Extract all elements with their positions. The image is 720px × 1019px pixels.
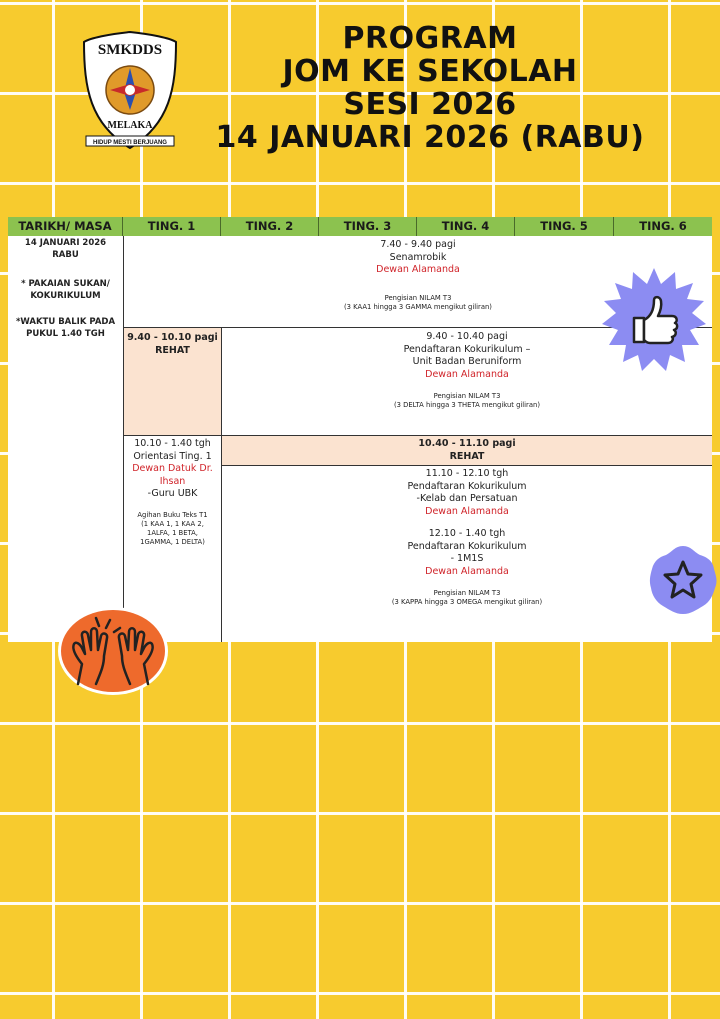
grid-line (221, 465, 712, 466)
waving-hands-icon (52, 604, 170, 696)
block3-note-2: (3 KAPPA hingga 3 OMEGA mengikut giliran) (391, 598, 543, 606)
block1-note-1: Pengisian NILAM T3 (384, 293, 452, 302)
header-ting-3: TING. 3 (319, 217, 417, 236)
block-kelab-1m1s (222, 468, 712, 607)
block1-time: 7.40 - 9.40 pagi (380, 239, 456, 250)
date-label: 14 JANUARI 2026 (24, 238, 107, 248)
title-line-3: SESI 2026 (343, 87, 517, 122)
school-logo (78, 28, 182, 152)
agihan-2: (1 KAA 1, 1 KAA 2, (141, 519, 204, 528)
orientasi-time: 10.10 - 1.40 tgh (134, 438, 211, 449)
header-ting-2: TING. 2 (221, 217, 319, 236)
block1-venue: Dewan Alamanda (376, 264, 460, 275)
block3-venue-2: Dewan Alamanda (425, 565, 509, 577)
block1-note-2: (3 KAA1 hingga 3 GAMMA mengikut giliran) (344, 302, 492, 311)
agihan-3: 1ALFA, 1 BETA, (147, 528, 198, 537)
table-header-row (8, 217, 712, 236)
agihan-4: 1GAMMA, 1 DELTA) (140, 537, 205, 546)
title-line-4: 14 JANUARI 2026 (RABU) (215, 120, 645, 155)
agihan-1: Agihan Buku Teks T1 (137, 510, 208, 519)
orientasi-venue-1: Dewan Datuk Dr. (132, 463, 213, 474)
logo-school-code: SMKDDS (97, 42, 163, 58)
note-pakaian-2: KOKURIKULUM (30, 290, 101, 301)
block2-note-2: (3 DELTA hingga 3 THETA mengikut giliran) (394, 401, 540, 409)
block3-activity-2: -Kelab dan Persatuan (416, 493, 518, 504)
ting1-rehat-time: 9.40 - 10.10 pagi (127, 332, 218, 343)
logo-motto: HIDUP MESTI BERJUANG (93, 140, 167, 146)
block1-activity: Senamrobik (389, 251, 447, 263)
left-column (8, 238, 123, 340)
star-icon (646, 543, 720, 617)
logo-state: MELAKA (107, 120, 153, 131)
block2-venue: Dewan Alamanda (425, 368, 509, 380)
header-ting-6: TING. 6 (639, 219, 687, 233)
grid-line (123, 435, 712, 436)
rehat2-time: 10.40 - 11.10 pagi (418, 438, 516, 449)
day-label: RABU (52, 249, 79, 260)
block3-activity-3: Pendaftaran Kokurikulum (407, 540, 527, 552)
header-tarikh-masa: TARIKH/ MASA (8, 217, 123, 236)
thumbs-up-icon (600, 266, 708, 374)
note-waktu-2: PUKUL 1.40 TGH (26, 328, 105, 339)
ting1-rehat (124, 332, 221, 357)
header-ting-1: TING. 1 (123, 217, 221, 236)
block2-activity-2: Unit Badan Beruniform (412, 356, 522, 367)
block2-time: 9.40 - 10.40 pagi (426, 331, 508, 342)
block3-time: 11.10 - 12.10 tgh (425, 468, 509, 479)
orientasi-guru: -Guru UBK (147, 488, 198, 499)
note-waktu-1: *WAKTU BALIK PADA (15, 317, 116, 327)
rehat-2 (222, 438, 712, 463)
block2-activity-1: Pendaftaran Kokurikulum – (403, 343, 531, 355)
title-block (180, 22, 680, 154)
rehat2-label: REHAT (449, 450, 485, 462)
header-ting-4: TING. 4 (417, 217, 515, 236)
block2-note-1: Pengisian NILAM T3 (433, 392, 501, 400)
block3-activity-4: - 1M1S (450, 553, 484, 564)
orientasi-venue-2: Ihsan (159, 475, 186, 487)
title-line-2: JOM KE SEKOLAH (282, 54, 578, 89)
block3-note-1: Pengisian NILAM T3 (433, 589, 501, 597)
orientasi-activity: Orientasi Ting. 1 (133, 450, 212, 462)
ting1-orientasi (124, 438, 221, 547)
ting1-rehat-label: REHAT (155, 344, 190, 356)
block3-time-2: 12.10 - 1.40 tgh (428, 528, 506, 539)
header-ting-5: TING. 5 (515, 217, 614, 236)
note-pakaian-1: * PAKAIAN SUKAN/ (21, 279, 110, 289)
block3-activity-1: Pendaftaran Kokurikulum (407, 480, 527, 492)
title-line-1: PROGRAM (342, 21, 518, 56)
block3-venue: Dewan Alamanda (425, 505, 509, 517)
